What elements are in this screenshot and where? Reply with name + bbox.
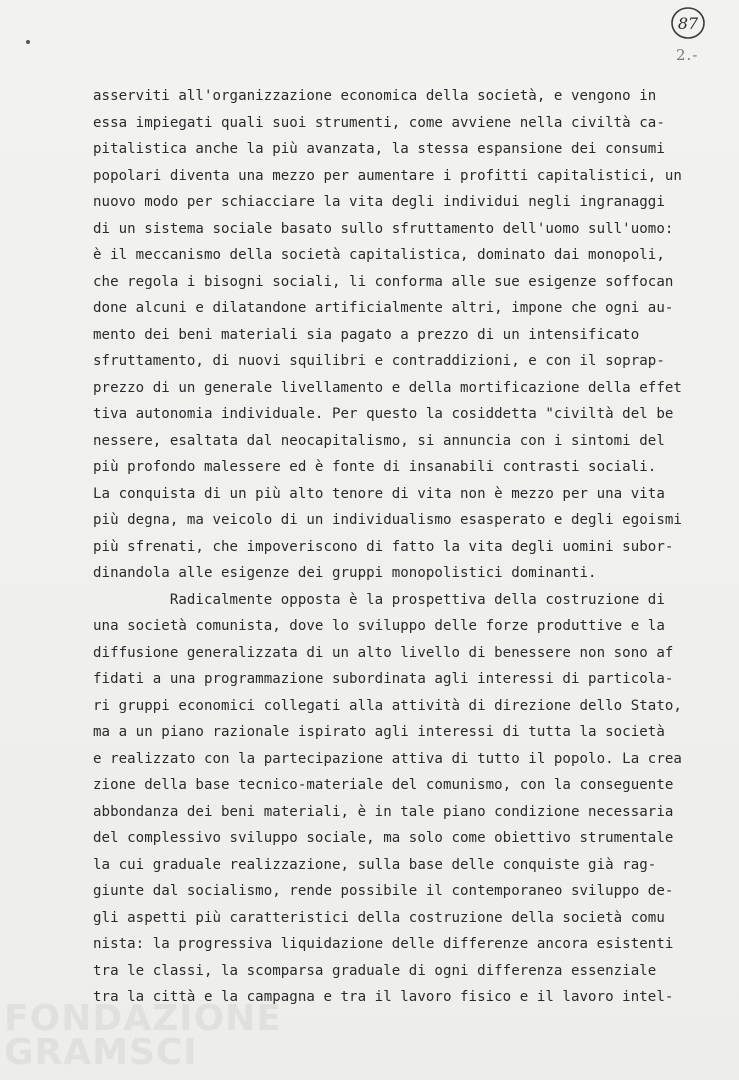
text-line: diffusione generalizzata di un alto livello di benessere non sono af xyxy=(93,644,674,661)
text-line: giunte dal socialismo, rende possibile il contemporaneo sviluppo de- xyxy=(93,883,674,899)
text-line: che regola i bisogni sociali, li conforma alle sue esigenze soffocan xyxy=(93,273,674,290)
text-line: pitalistica anche la più avanzata, la stessa espansione dei consumi xyxy=(93,141,665,157)
text-line: più sfrenati, che impoveriscono di fatto la vita degli uomini subor- xyxy=(93,538,674,555)
text-line: essa impiegati quali suoi strumenti, come avviene nella civiltà ca- xyxy=(93,114,665,131)
text-line: prezzo di un generale livellamento e della mortificazione della effet xyxy=(93,379,682,396)
archive-number-stamp xyxy=(668,4,708,44)
text-line: una società comunista, dove lo sviluppo delle forze produttive e la xyxy=(93,618,665,634)
corner-mark xyxy=(26,40,30,44)
text-line: e realizzato con la partecipazione attiva di tutto il popolo. La crea xyxy=(93,750,682,767)
text-line: abbondanza dei beni materiali, è in tale piano condizione necessaria xyxy=(93,803,674,820)
text-line: La conquista di un più alto tenore di vita non è mezzo per una vita xyxy=(93,485,665,502)
page-number: 2.- xyxy=(676,46,699,64)
text-line: tra le classi, la scomparsa graduale di ogni differenza essenziale xyxy=(93,962,657,979)
text-line: mento dei beni materiali sia pagato a prezzo di un intensificato xyxy=(93,326,640,343)
text-line: ma a un piano razionale ispirato agli interessi di tutta la società xyxy=(93,724,665,740)
text-line: nessere, esaltata dal neocapitalismo, si annuncia con i sintomi del xyxy=(93,432,665,449)
text-line: la cui graduale realizzazione, sulla base delle conquiste già rag- xyxy=(93,856,657,873)
text-line: nuovo modo per schiacciare la vita degli individui negli ingranaggi xyxy=(93,194,665,210)
text-line: Radicalmente opposta è la prospettiva della costruzione di xyxy=(93,591,665,608)
text-line: fidati a una programmazione subordinata agli interessi di particola- xyxy=(93,671,674,687)
watermark-line: GRAMSCI xyxy=(4,1032,198,1073)
text-line: più degna, ma veicolo di un individualismo esasperato e degli egoismi xyxy=(93,512,682,528)
text-line: del complessivo sviluppo sociale, ma solo come obiettivo strumentale xyxy=(93,830,674,846)
text-line: di un sistema sociale basato sullo sfruttamento dell'uomo sull'uomo: xyxy=(93,220,674,237)
text-line: sfruttamento, di nuovi squilibri e contraddizioni, e con il soprap- xyxy=(93,353,665,369)
text-line: tiva autonomia individuale. Per questo la cosiddetta "civiltà del be xyxy=(93,406,674,422)
text-line: gli aspetti più caratteristici della costruzione della società comu xyxy=(93,909,665,926)
archive-number-text: 87 xyxy=(677,14,699,33)
watermark-line: FONDAZIONE xyxy=(4,998,282,1039)
text-line: done alcuni e dilatandone artificialmente altri, impone che ogni au- xyxy=(93,300,674,316)
text-line: nista: la progressiva liquidazione delle differenze ancora esistenti xyxy=(93,936,674,952)
text-line: zione della base tecnico-materiale del comunismo, con la conseguente xyxy=(93,777,674,793)
text-line: tra la città e la campagna e tra il lavoro fisico e il lavoro intel- xyxy=(93,989,674,1005)
text-line: dinandola alle esigenze dei gruppi monopolistici dominanti. xyxy=(93,565,597,581)
text-line: asserviti all'organizzazione economica della società, e vengono in xyxy=(93,88,657,104)
text-line: popolari diventa una mezzo per aumentare i profitti capitalistici, un xyxy=(93,167,682,184)
text-line: è il meccanismo della società capitalistica, dominato dai monopoli, xyxy=(93,247,665,263)
text-line: ri gruppi economici collegati alla attività di direzione dello Stato, xyxy=(93,697,682,714)
text-line: più profondo malessere ed è fonte di insanabili contrasti sociali. xyxy=(93,459,657,475)
watermark xyxy=(4,998,282,1073)
